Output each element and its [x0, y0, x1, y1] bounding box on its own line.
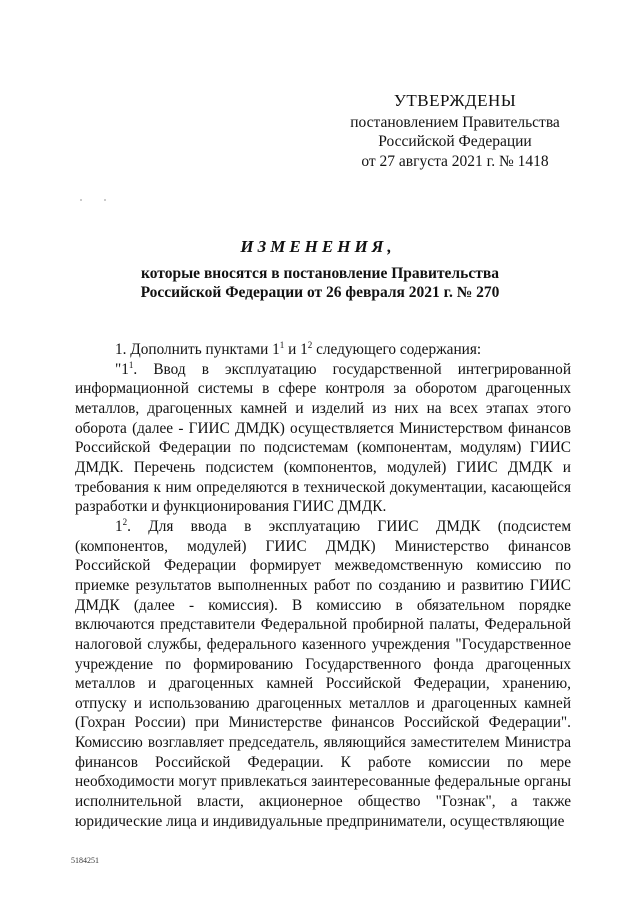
paragraph-2-text: . Ввод в эксплуатацию государственной интегрированной информационной системы в сфере контроля за оборотом драгоценных металлов, драгоценных камней и изделий из них на всех этапах этого оборота (далее - ГИИС ДМДК) осуществляется Министерством финансов Российской Федерации по подсистемам (компонентам, модулям) ГИИС ДМДК. Перечень подсистем (компонентов, модулей) ГИИС ДМДК и требования к ним определяются в технической документации, касающейся разработки и функционирования ГИИС ДМДК.: [75, 360, 571, 516]
approval-line-1: постановлением Правительства: [350, 113, 560, 131]
document-code: 5184251: [71, 856, 99, 865]
superscript: 1: [279, 339, 285, 350]
paragraph-1-text-c: следующего содержания:: [312, 341, 482, 358]
paragraph-3: [75, 517, 571, 832]
document-subtitle: [70, 264, 570, 302]
paragraph-3-text: . Для ввода в эксплуатацию ГИИС ДМДК (подсистем (компонентов, модулей) ГИИС ДМДК) Министерство финансов Российской Федерации формирует межведомственную комиссию по приемке результатов выполненных работ по созданию и развитию ГИИС ДМДК (далее - комиссия). В комиссию в обязательном порядке включаются представители Федеральной пробирной палаты, Федеральной налоговой службы, федерального казенного учреждения "Государственное учреждение по формированию Государственного фонда драгоценных металлов и драгоценных камней Российской Федерации, хранению, отпуску и использованию драгоценных металлов и драгоценных камней (Гохран России) при Министерстве финансов Российской Федерации". Комиссию возглавляет председатель, являющийся заместителем Министра финансов Российской Федерации. К работе комиссии по мере необходимости могут привлекаться заинтересованные федеральные органы исполнительной власти, акционерное общество "Гознак", а также юридические лица и индивидуальные предприниматели, осуществляющие: [75, 517, 571, 830]
superscript: 2: [307, 339, 313, 350]
document-body: [75, 340, 571, 831]
superscript: 2: [122, 516, 128, 527]
paragraph-1-text-a: 1. Дополнить пунктами 1: [115, 341, 280, 358]
approval-block: [330, 91, 580, 171]
clause-number: "1: [115, 360, 129, 378]
subtitle-line-1: которые вносятся в постановление Правительства: [141, 265, 499, 282]
document-title: ИЗМЕНЕНИЯ,: [240, 237, 396, 256]
scan-speck: [80, 199, 82, 201]
approval-line-2: Российской Федерации: [378, 133, 532, 150]
paragraph-1-text-b: и 1: [284, 341, 308, 358]
subtitle-line-2: Российской Федерации от 26 февраля 2021 г. № 270: [140, 284, 500, 301]
scan-speck: [104, 199, 106, 201]
superscript: 1: [128, 359, 134, 370]
clause-number: 1: [115, 517, 123, 535]
paragraph-1: [75, 340, 571, 360]
approval-heading: УТВЕРЖДЕНЫ: [393, 91, 517, 110]
approval-line-3: от 27 августа 2021 г. № 1418: [361, 152, 549, 170]
paragraph-2: [75, 360, 571, 517]
